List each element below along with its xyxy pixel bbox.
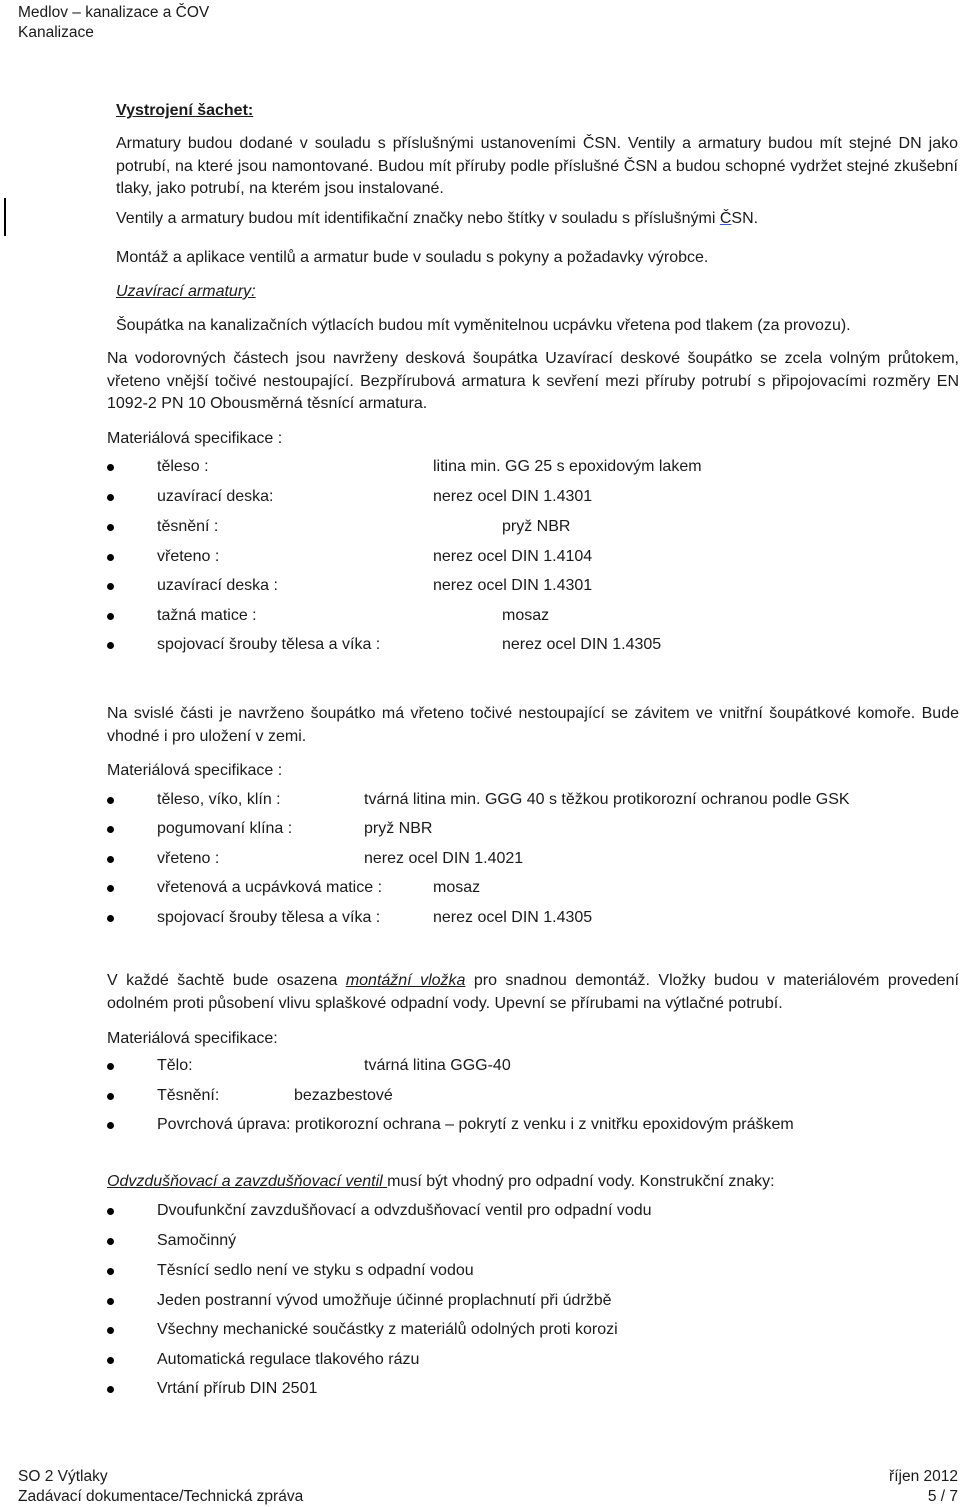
intro-p2-after: SN.: [731, 210, 759, 227]
item-value: pryž NBR: [502, 518, 571, 535]
bullet-icon: [107, 1357, 114, 1364]
item-value: mosaz: [433, 879, 481, 896]
revision-bar: [4, 198, 6, 236]
svisle-paragraph: [107, 703, 959, 748]
item-label: Tělo:: [157, 1057, 193, 1074]
bullet-icon: [107, 856, 114, 863]
bullet-icon: [107, 1238, 114, 1245]
bullet-icon: [107, 797, 114, 804]
item-value: tvárná litina GGG-40: [364, 1057, 511, 1074]
bullet-icon: [107, 554, 114, 561]
uzaviraci-p2-text: Na vodorovných částech jsou navrženy desková šoupátka Uzavírací deskové šoupátko se zcela volným průtokem, vřeteno vnější točivé nestoupající. Bezpřírubová armatura k sevření mezi příruby potrubí s připojovacími rozměry EN 1092-2 PN 10 Obousměrná těsnící armatura.: [107, 350, 959, 412]
item-label: uzavírací deska:: [157, 488, 274, 505]
item-label: Automatická regulace tlakového rázu: [157, 1351, 420, 1368]
intro-assembly: [116, 247, 958, 270]
item-value: mosaz: [502, 607, 550, 624]
item-label: Vrtání přírub DIN 2501: [157, 1380, 318, 1397]
bullet-icon: [107, 464, 114, 471]
ventil-paragraph: [107, 1171, 959, 1194]
item-value: bezazbestové: [294, 1087, 393, 1104]
item-value: nerez ocel DIN 1.4305: [433, 909, 593, 926]
item-value: nerez ocel DIN 1.4305: [502, 636, 662, 653]
csn-link[interactable]: Č: [719, 210, 732, 227]
item-label: těleso, víko, klín :: [157, 791, 281, 808]
bullet-icon: [107, 915, 114, 922]
item-label: vřeteno :: [157, 850, 220, 867]
bullet-icon: [107, 524, 114, 531]
vlozka-text: V každé šachtě bude osazena: [107, 972, 346, 989]
footer-date: říjen 2012: [889, 1468, 958, 1485]
intro-text: Armatury budou dodané v souladu s příslušnými ustanoveními ČSN. Ventily a armatury budou mít stejné DN jako potrubí, na které jsou namontované. Budou mít příruby podle příslušné ČSN a budou schopné vydržet stejné zkušební tlaky, jako potrubí, na kterém jsou instalované.: [116, 135, 958, 197]
item-label: pogumovaní klína :: [157, 820, 293, 837]
svisle-spec-label: Materiálová specifikace :: [107, 762, 283, 779]
item-label: tažná matice :: [157, 607, 257, 624]
bullet-icon: [107, 826, 114, 833]
bullet-icon: [107, 1208, 114, 1215]
section-title: Vystrojení šachet:: [116, 102, 254, 119]
uzaviraci-spec-label: Materiálová specifikace :: [107, 430, 283, 447]
montazni-vlozka-link: montážní vložka: [345, 972, 466, 989]
item-label: Jeden postranní vývod umožňuje účinné proplachnutí při údržbě: [157, 1292, 612, 1309]
item-label: spojovací šrouby tělesa a víka :: [157, 909, 381, 926]
bullet-icon: [107, 1268, 114, 1275]
bullet-icon: [107, 1298, 114, 1305]
ventil-heading: Odvzdušňovací a zavzdušňovací ventil: [107, 1173, 388, 1190]
bullet-icon: [107, 1063, 114, 1070]
item-value: nerez ocel DIN 1.4301: [433, 577, 593, 594]
intro-p2-text: Ventily a armatury budou mít identifikační značky nebo štítky v souladu s příslušnými: [116, 210, 720, 227]
uzaviraci-p1: [116, 315, 958, 338]
bullet-icon: [107, 885, 114, 892]
bullet-icon: [107, 613, 114, 620]
item-label: vřeteno :: [157, 548, 220, 565]
uzaviraci-heading: Uzavírací armatury:: [116, 283, 256, 300]
footer-document: Zadávací dokumentace/Technická zpráva: [18, 1488, 304, 1505]
header-title: Medlov – kanalizace a ČOV: [18, 4, 210, 21]
svisle-text: Na svislé části je navrženo šoupátko má vřeteno točivé nestoupající se závitem ve vnitřní šoupátkové komoře. Bude vhodné i pro uložení v zemi.: [107, 705, 959, 745]
intro-p3-text: Montáž a aplikace ventilů a armatur bude v souladu s pokyny a požadavky výrobce.: [116, 249, 709, 266]
vlozka-paragraph: [107, 970, 959, 1015]
header-subtitle: Kanalizace: [18, 24, 94, 41]
vlozka-text-after: pro snadnou demontáž. Vložky budou v materiálovém provedení odolném proti působení vlivu splaškové odpadní vody. Upevní se přírubami na výtlačné potrubí.: [107, 972, 959, 1012]
bullet-icon: [107, 1122, 114, 1129]
bullet-icon: [107, 1327, 114, 1334]
uzaviraci-p2: [107, 348, 959, 416]
item-label: Těsnění:: [157, 1087, 220, 1104]
bullet-icon: [107, 642, 114, 649]
item-label: těsnění :: [157, 518, 219, 535]
bullet-icon: [107, 1386, 114, 1393]
bullet-icon: [107, 494, 114, 501]
item-label: Všechny mechanické součástky z materiálů odolných proti korozi: [157, 1321, 618, 1338]
item-label: vřetenová a ucpávková matice :: [157, 879, 383, 896]
vlozka-spec-label: Materiálová specifikace:: [107, 1030, 278, 1047]
uzaviraci-p1-text: Šoupátka na kanalizačních výtlacích budou mít vyměnitelnou ucpávku vřetena pod tlakem (za provozu).: [116, 317, 851, 334]
footer-project: SO 2 Výtlaky: [18, 1468, 108, 1485]
item-label: Těsnící sedlo není ve styku s odpadní vodou: [157, 1262, 474, 1279]
item-label: Povrchová úprava: protikorozní ochrana – pokrytí z venku i z vnitřku epoxidovým práškem: [157, 1116, 794, 1133]
bullet-icon: [107, 583, 114, 590]
item-value: litina min. GG 25 s epoxidovým lakem: [433, 458, 702, 475]
item-label: těleso :: [157, 458, 209, 475]
ventil-text: musí být vhodný pro odpadní vody. Konstrukční znaky:: [387, 1173, 775, 1190]
item-label: Dvoufunkční zavzdušňovací a odvzdušňovací ventil pro odpadní vodu: [157, 1202, 652, 1219]
item-value: nerez ocel DIN 1.4301: [433, 488, 593, 505]
bullet-icon: [107, 1093, 114, 1100]
item-label: uzavírací deska :: [157, 577, 278, 594]
intro-paragraph: [116, 133, 958, 201]
item-value: nerez ocel DIN 1.4021: [364, 850, 524, 867]
item-value: nerez ocel DIN 1.4104: [433, 548, 593, 565]
item-value: pryž NBR: [364, 820, 433, 837]
intro-identification: [116, 208, 958, 231]
item-label: spojovací šrouby tělesa a víka :: [157, 636, 381, 653]
item-label: Samočinný: [157, 1232, 237, 1249]
item-value: tvárná litina min. GGG 40 s těžkou protikorozní ochranou podle GSK: [364, 791, 850, 808]
page-number: 5 / 7: [927, 1488, 958, 1505]
